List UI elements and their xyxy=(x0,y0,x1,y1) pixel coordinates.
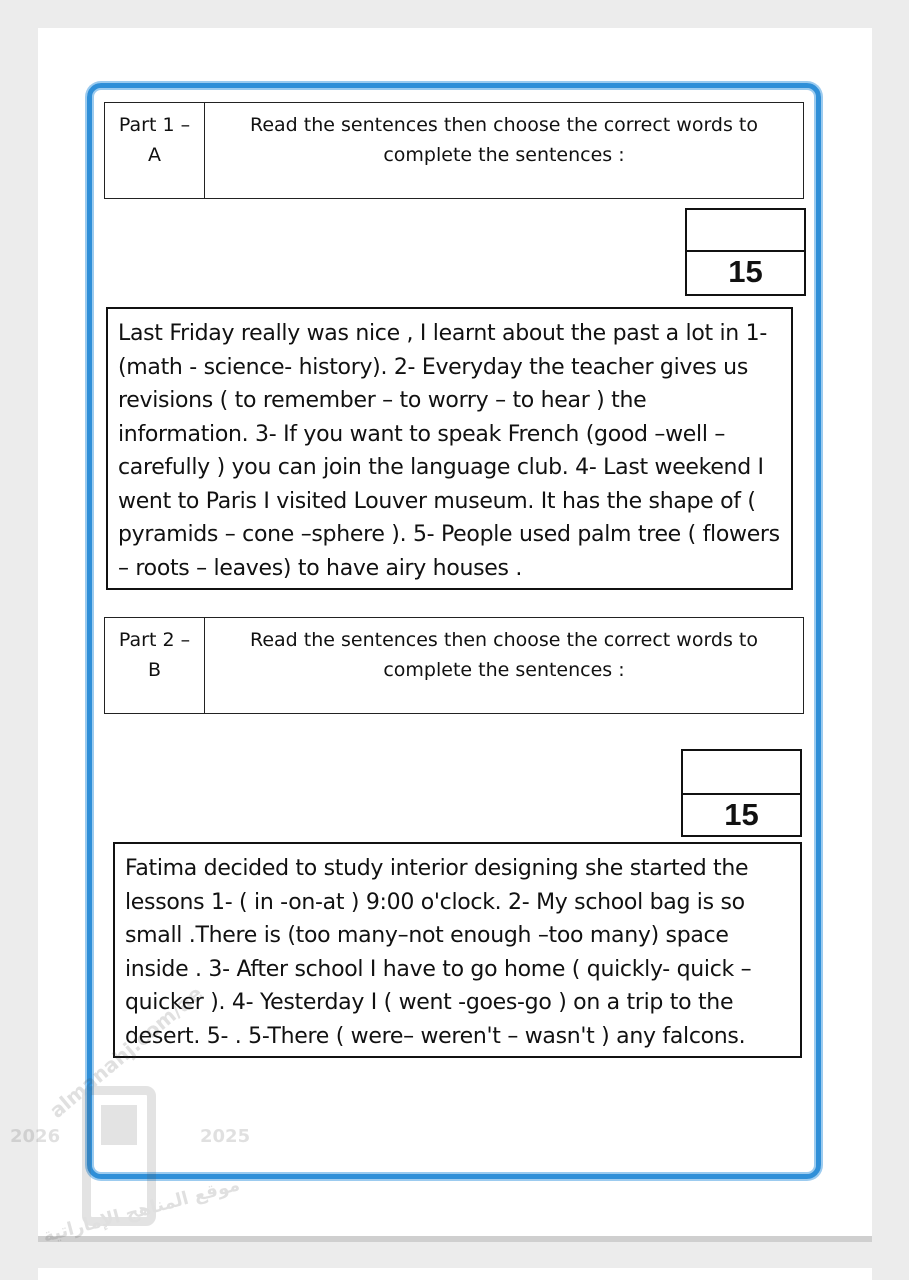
part1-instruction: Read the sentences then choose the correct words to complete the sentences : xyxy=(249,114,759,166)
part2-instruction: Read the sentences then choose the correct words to complete the sentences : xyxy=(249,629,759,681)
part2-score-blank xyxy=(683,751,800,795)
part2-header-table xyxy=(104,617,804,714)
part1-label: Part 1 – A xyxy=(105,103,205,198)
part2-label: Part 2 – B xyxy=(105,618,205,713)
part1-header-table xyxy=(104,102,804,199)
part2-score-total: 15 xyxy=(724,797,759,832)
next-page-edge xyxy=(38,1268,872,1280)
part1-passage: Last Friday really was nice , I learnt about the past a lot in 1- (math - science- history). 2- Everyday the teacher gives us revisions ( to remember – to worry – to hear ) the information. 3- If you want to speak French (good –well – carefully ) you can join the language club. 4- Last weekend I went to Paris I visited Louver museum. It has the shape of ( pyramids – cone –sphere ). 5- People used palm tree ( flowers – roots – leaves) to have airy houses . xyxy=(106,307,793,590)
part1-score-total: 15 xyxy=(728,254,763,289)
part2-score-box xyxy=(681,749,802,837)
watermark-year-left: 2026 xyxy=(10,1126,61,1147)
page-shadow xyxy=(38,1236,872,1242)
part1-score-box xyxy=(685,208,806,296)
part2-passage: Fatima decided to study interior designing she started the lessons 1- ( in -on-at ) 9:00 o'clock. 2- My school bag is so small .There is (too many–not enough –too many) space inside . 3- After school I have to go home ( quickly- quick – quicker ). 4- Yesterday I ( went -goes-go ) on a trip to the desert. 5- . 5-There ( were– weren't – wasn't ) any falcons. xyxy=(113,842,802,1058)
part1-score-blank xyxy=(687,210,804,252)
